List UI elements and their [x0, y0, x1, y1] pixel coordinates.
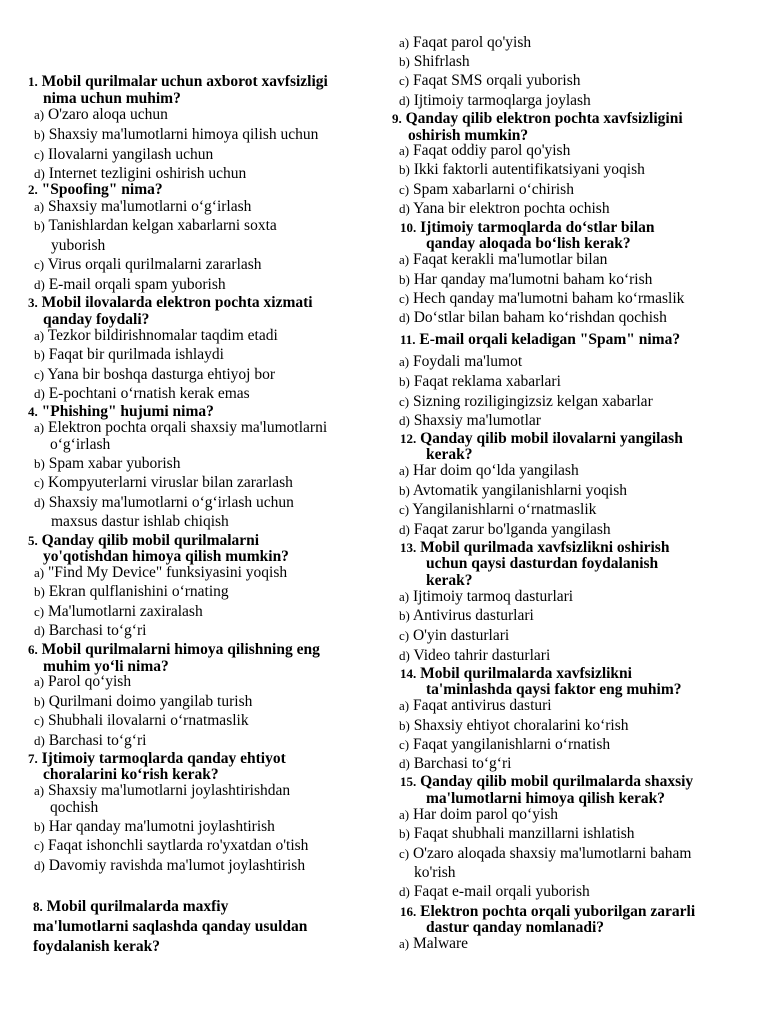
option-d — [34, 493, 390, 513]
option-text: Kompyuterlarni viruslar bilan zararlash — [47, 474, 293, 491]
question-text: Mobil qurilmalarda xavfsizlikni — [420, 665, 632, 682]
option-text: Shaxsiy ma'lumotlarni o‘g‘irlash — [47, 198, 252, 215]
option-text: Shubhali ilovalarni o‘rnatmaslik — [47, 712, 249, 729]
option-d — [399, 411, 768, 431]
option-letter: c) — [399, 846, 410, 861]
question-16 — [400, 903, 768, 920]
question-text-cont: muhim yo‘li nima? — [43, 658, 169, 675]
option-d — [34, 275, 390, 295]
option-text: E-mail orqali spam yuborish — [48, 276, 226, 293]
option-b — [399, 606, 768, 626]
option-letter: b) — [399, 272, 410, 287]
option-letter: c) — [399, 73, 410, 88]
option-text: Davomiy ravishda ma'lumot joylashtirish — [48, 857, 306, 874]
option-b — [399, 270, 768, 290]
question-15 — [400, 773, 768, 790]
option-letter: b) — [399, 608, 410, 623]
question-number: 9. — [392, 111, 402, 126]
option-b — [399, 160, 768, 180]
question-3 — [28, 294, 390, 311]
option-text: Har qanday ma'lumotni baham ko‘rish — [413, 271, 653, 288]
option-text: Barchasi to‘g‘ri — [48, 732, 147, 749]
option-letter: d) — [34, 623, 45, 638]
option-text: Shaxsiy ma'lumotlar — [413, 412, 541, 429]
option-letter: a) — [34, 199, 45, 214]
option-text: Ilovalarni yangilash uchun — [47, 146, 214, 163]
option-c — [34, 365, 390, 385]
option-letter: c) — [34, 604, 45, 619]
option-b — [399, 716, 768, 736]
option-text: Faqat ishonchli saytlarda ro'yxatdan o'tish — [47, 837, 309, 854]
option-letter: c) — [399, 291, 410, 306]
question-text-cont: qanday aloqada bo‘lish kerak? — [426, 235, 631, 252]
option-letter: b) — [34, 694, 45, 709]
option-text: Faqat parol qo'yish — [412, 34, 532, 51]
option-b — [34, 345, 390, 365]
option-a — [399, 587, 768, 607]
option-text: Avtomatik yangilanishlarni yoqish — [412, 482, 627, 499]
option-text: Sizning roziligingizsiz kelgan xabarlar — [412, 393, 653, 410]
option-text: Har doim qo‘lda yangilash — [412, 462, 579, 479]
option-letter: b) — [34, 819, 45, 834]
option-letter: b) — [34, 218, 45, 233]
question-number: 13. — [400, 540, 417, 555]
option-c — [399, 180, 768, 200]
option-b — [34, 817, 390, 837]
option-text: Internet tezligini oshirish uchun — [48, 165, 247, 182]
option-text: Shaxsiy ma'lumotlarni o‘g‘irlash uchun — [48, 494, 294, 511]
question-number: 3. — [28, 295, 38, 310]
question-number: 4. — [28, 404, 38, 419]
option-c — [34, 836, 390, 856]
option-text: Shaxsiy ehtiyot choralarini ko‘rish — [413, 717, 629, 734]
question-text: "Phishing" hujumi nima? — [41, 403, 214, 420]
question-text-cont: kerak? — [426, 572, 473, 589]
option-letter: b) — [399, 162, 410, 177]
question-text: Qanday qilib mobil qurilmalarni — [41, 532, 260, 549]
option-a — [399, 352, 768, 372]
option-text: Faqat antivirus dasturi — [412, 697, 552, 714]
option-letter: b) — [399, 374, 410, 389]
question-text: Qanday qilib mobil qurilmalarda shaxsiy — [420, 773, 694, 790]
option-letter: d) — [34, 166, 45, 181]
option-b — [399, 481, 768, 501]
option-text: Tezkor bildirishnomalar taqdim etadi — [47, 327, 278, 344]
question-11 — [400, 331, 768, 348]
option-text: E-pochtani o‘rnatish kerak emas — [48, 385, 250, 402]
option-letter: c) — [34, 257, 45, 272]
option-letter: d) — [399, 413, 410, 428]
question-number: 8. — [33, 899, 43, 914]
question-number: 16. — [400, 904, 417, 919]
option-text: Malware — [412, 935, 469, 952]
option-letter: a) — [399, 252, 410, 267]
question-text-cont: nima uchun muhim? — [43, 90, 181, 107]
option-d — [399, 754, 768, 774]
option-a — [34, 105, 390, 125]
question-number: 12. — [400, 431, 417, 446]
question-text: Ijtimoiy tarmoqlarda qanday ehtiyot — [41, 750, 286, 767]
option-d — [399, 91, 768, 111]
option-letter: a) — [34, 674, 45, 689]
option-a — [399, 934, 768, 954]
option-text: O'zaro aloqa uchun — [47, 106, 168, 123]
option-d — [34, 621, 390, 641]
option-letter: b) — [34, 127, 45, 142]
option-text: Barchasi to‘g‘ri — [413, 755, 512, 772]
option-text: Faqat zarur bo'lganda yangilash — [413, 521, 611, 538]
option-text: Shaxsiy ma'lumotlarni himoya qilish uchun — [48, 126, 319, 143]
question-text: Mobil qurilmalar uchun axborot xavfsizligi — [41, 73, 328, 90]
option-letter: b) — [34, 456, 45, 471]
option-b — [399, 372, 768, 392]
question-number: 15. — [400, 774, 417, 789]
option-text: Faqat kerakli ma'lumotlar bilan — [412, 251, 608, 268]
option-text-cont: yuborish — [51, 237, 106, 254]
option-text: Shaxsiy ma'lumotlarni joylashtirishdan — [47, 782, 291, 799]
option-letter: a) — [399, 354, 410, 369]
option-a — [34, 563, 390, 583]
option-a — [34, 197, 390, 217]
option-letter: d) — [34, 277, 45, 292]
option-letter: c) — [34, 367, 45, 382]
question-5 — [28, 532, 390, 549]
option-text: Faqat e-mail orqali yuborish — [413, 883, 590, 900]
question-10 — [400, 219, 768, 236]
option-a — [399, 141, 768, 161]
option-text: Faqat shubhali manzillarni ishlatish — [413, 825, 635, 842]
option-letter: a) — [34, 783, 45, 798]
option-text: Elektron pochta orqali shaxsiy ma'lumotlarni — [47, 419, 328, 436]
option-letter: d) — [399, 756, 410, 771]
option-d — [399, 199, 768, 219]
option-c — [399, 289, 768, 309]
option-text: Faqat reklama xabarlari — [413, 373, 561, 390]
option-b — [34, 125, 390, 145]
option-text: Yangilanishlarni o‘rnatmaslik — [412, 501, 597, 518]
question-text: "Spoofing" nima? — [41, 181, 163, 198]
option-text: Hech qanday ma'lumotni baham ko‘rmaslik — [412, 290, 685, 307]
option-letter: a) — [34, 420, 45, 435]
option-d — [399, 646, 768, 666]
question-text: Mobil qurilmalarda maxfiy — [46, 898, 229, 915]
option-text: Spam xabar yuborish — [48, 455, 181, 472]
question-6 — [28, 641, 390, 658]
option-text: Har doim parol qo‘yish — [412, 806, 559, 823]
question-text-cont: choralarini ko‘rish kerak? — [43, 766, 219, 783]
option-d — [34, 856, 390, 876]
question-text-cont: ta'minlashda qaysi faktor eng muhim? — [426, 681, 682, 698]
question-9 — [392, 110, 768, 127]
question-number: 1. — [28, 74, 38, 89]
option-letter: b) — [399, 54, 410, 69]
option-text: Faqat bir qurilmada ishlaydi — [48, 346, 224, 363]
option-b — [399, 52, 768, 72]
option-letter: b) — [399, 483, 410, 498]
option-c — [34, 255, 390, 275]
option-b — [399, 824, 768, 844]
option-letter: c) — [399, 502, 410, 517]
question-7 — [28, 750, 390, 767]
option-text-cont: qochish — [50, 799, 99, 816]
question-number: 11. — [400, 332, 416, 347]
option-text: Antivirus dasturlari — [412, 607, 534, 624]
option-a — [399, 696, 768, 716]
option-text-cont: maxsus dastur ishlab chiqish — [51, 513, 229, 530]
option-letter: d) — [399, 310, 410, 325]
question-text: Mobil ilovalarda elektron pochta xizmati — [41, 294, 313, 311]
option-letter: a) — [399, 807, 410, 822]
question-text-cont: dastur qanday nomlanadi? — [426, 919, 605, 936]
option-text-cont: ko'rish — [414, 864, 456, 881]
question-text: Elektron pochta orqali yuborilgan zararli — [420, 903, 696, 920]
option-text: Ijtimoiy tarmoq dasturlari — [412, 588, 574, 605]
option-letter: b) — [399, 718, 410, 733]
option-text: Spam xabarlarni o‘chirish — [412, 181, 574, 198]
question-text: Ijtimoiy tarmoqlarda do‘stlar bilan — [420, 219, 655, 236]
option-text: Faqat oddiy parol qo'yish — [412, 142, 571, 159]
option-c — [399, 500, 768, 520]
question-text: Qanday qilib mobil ilovalarni yangilash — [420, 430, 683, 447]
question-text-cont: ma'lumotlarni himoya qilish kerak? — [426, 790, 665, 807]
question-2 — [28, 181, 390, 198]
question-text: E-mail orqali keladigan "Spam" nima? — [419, 331, 681, 348]
question-12 — [400, 430, 768, 447]
option-text: Faqat yangilanishlarni o‘rnatish — [412, 736, 611, 753]
question-text: Qanday qilib elektron pochta xavfsizligini — [405, 110, 683, 127]
option-letter: c) — [399, 182, 410, 197]
option-a — [34, 326, 390, 346]
option-text: Ekran qulflanishini o‘rnating — [48, 583, 229, 600]
question-text-cont: uchun qaysi dasturdan foydalanish — [426, 555, 659, 572]
question-number: 14. — [400, 666, 417, 681]
option-text: Faqat SMS orqali yuborish — [412, 72, 581, 89]
option-letter: a) — [399, 35, 410, 50]
option-b — [34, 692, 390, 712]
option-letter: d) — [399, 201, 410, 216]
question-text-cont: qanday foydali? — [43, 311, 150, 328]
option-c — [34, 145, 390, 165]
question-14 — [400, 665, 768, 682]
option-d — [399, 308, 768, 328]
option-text: Yana bir boshqa dasturga ehtiyoj bor — [47, 366, 276, 383]
option-a — [399, 250, 768, 270]
option-b — [34, 582, 390, 602]
option-letter: a) — [34, 107, 45, 122]
option-letter: c) — [34, 713, 45, 728]
option-c — [34, 711, 390, 731]
option-a — [399, 805, 768, 825]
question-text: Mobil qurilmalarni himoya qilishning eng — [41, 641, 320, 658]
question-text-cont: foydalanish kerak? — [33, 938, 161, 955]
option-letter: d) — [399, 884, 410, 899]
option-text: O'zaro aloqada shaxsiy ma'lumotlarni baham — [412, 845, 692, 862]
option-text: Foydali ma'lumot — [412, 353, 523, 370]
option-text: O'yin dasturlari — [412, 627, 510, 644]
option-text: Do‘stlar bilan baham ko‘rishdan qochish — [413, 309, 667, 326]
option-d — [34, 384, 390, 404]
option-letter: b) — [34, 584, 45, 599]
question-number: 2. — [28, 182, 38, 197]
question-number: 7. — [28, 751, 38, 766]
option-d — [34, 731, 390, 751]
option-text: Ikki faktorli autentifikatsiyani yoqish — [413, 161, 645, 178]
option-letter: b) — [399, 826, 410, 841]
option-c — [399, 844, 768, 864]
option-letter: d) — [34, 733, 45, 748]
question-8 — [33, 898, 390, 915]
option-text: Video tahrir dasturlari — [413, 647, 551, 664]
option-letter: c) — [34, 147, 45, 162]
question-1 — [28, 73, 390, 90]
option-letter: a) — [399, 143, 410, 158]
option-b — [34, 454, 390, 474]
question-13 — [400, 539, 768, 556]
option-letter: d) — [34, 858, 45, 873]
option-c — [34, 602, 390, 622]
option-letter: d) — [399, 522, 410, 537]
option-text: "Find My Device" funksiyasini yoqish — [47, 564, 288, 581]
option-letter: c) — [34, 475, 45, 490]
option-letter: c) — [34, 838, 45, 853]
question-text: Mobil qurilmada xavfsizlikni oshirish — [420, 539, 670, 556]
option-letter: d) — [399, 93, 410, 108]
option-letter: b) — [34, 347, 45, 362]
option-letter: a) — [399, 698, 410, 713]
question-number: 10. — [400, 220, 417, 235]
option-text: Ma'lumotlarni zaxiralash — [47, 603, 203, 620]
option-a — [399, 33, 768, 53]
option-text: Yana bir elektron pochta ochish — [413, 200, 610, 217]
option-text-cont: o‘g‘irlash — [50, 436, 111, 453]
option-text: Virus orqali qurilmalarni zararlash — [47, 256, 262, 273]
question-text-cont: kerak? — [426, 446, 473, 463]
option-letter: a) — [34, 565, 45, 580]
question-number: 5. — [28, 533, 38, 548]
option-letter: a) — [399, 463, 410, 478]
option-letter: d) — [34, 386, 45, 401]
option-text: Qurilmani doimo yangilab turish — [48, 693, 253, 710]
option-c — [399, 71, 768, 91]
option-letter: d) — [399, 648, 410, 663]
question-number: 6. — [28, 642, 38, 657]
option-text: Parol qo‘yish — [47, 673, 132, 690]
question-text-cont: oshirish mumkin? — [408, 127, 529, 144]
option-c — [34, 473, 390, 493]
option-a — [34, 672, 390, 692]
option-c — [399, 392, 768, 412]
option-text: Har qanday ma'lumotni joylashtirish — [48, 818, 275, 835]
option-letter: c) — [399, 737, 410, 752]
option-c — [399, 735, 768, 755]
option-a — [399, 461, 768, 481]
option-letter: a) — [399, 589, 410, 604]
option-letter: c) — [399, 628, 410, 643]
question-text-cont: ma'lumotlarni saqlashda qanday usuldan — [33, 918, 308, 935]
option-text: Ijtimoiy tarmoqlarga joylash — [413, 92, 591, 109]
option-b — [34, 216, 390, 236]
option-text: Tanishlardan kelgan xabarlarni soxta — [48, 217, 277, 234]
option-d — [399, 882, 768, 902]
option-text: Barchasi to‘g‘ri — [48, 622, 147, 639]
option-c — [399, 626, 768, 646]
option-letter: c) — [399, 394, 410, 409]
option-text: Shifrlash — [413, 53, 470, 70]
option-letter: a) — [399, 936, 410, 951]
option-d — [399, 520, 768, 540]
option-letter: d) — [34, 495, 45, 510]
question-text-cont: yo'qotishdan himoya qilish mumkin? — [43, 548, 289, 565]
option-letter: a) — [34, 328, 45, 343]
